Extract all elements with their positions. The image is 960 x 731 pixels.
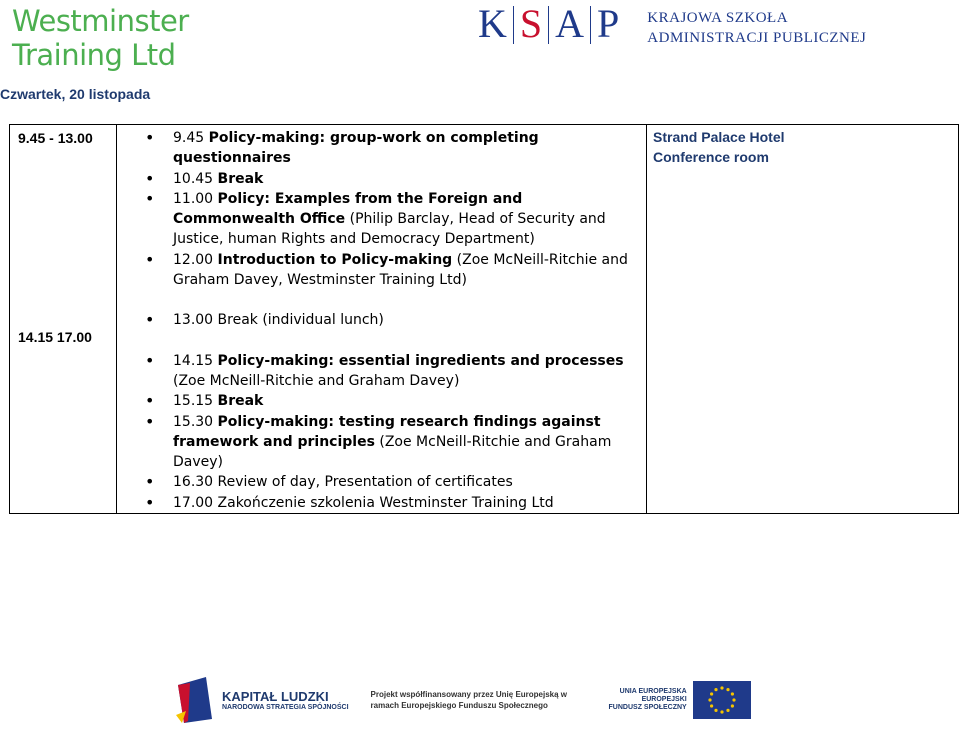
- table-row: [10, 125, 959, 514]
- list-item: • 11.00 Policy: Examples from the Foreign and Commonwealth Office (Philip Barclay, Head of Security and Justice, human Rights and Democracy Department): [117, 189, 646, 250]
- kl-subtitle: NARODOWA STRATEGIA SPÓJNOŚCI: [222, 704, 349, 711]
- location-line1: Strand Palace Hotel: [653, 129, 785, 145]
- list-item: • 14.15 Policy-making: essential ingredients and processes (Zoe McNeill-Ritchie and Graham Davey): [117, 351, 646, 392]
- eu-logo: [609, 681, 751, 719]
- eu-text: [609, 688, 687, 712]
- westminster-logo: [12, 4, 212, 72]
- project-line2: ramach Europejskiego Funduszu Społecznego: [370, 701, 548, 710]
- eu-line3: FUNDUSZ SPOŁECZNY: [608, 704, 687, 711]
- schedule-table: [9, 124, 959, 514]
- list-item: • 9.45 Policy-making: group-work on completing questionnaires: [117, 128, 646, 169]
- ksap-letter-k: K: [478, 1, 507, 46]
- time-column: [10, 125, 116, 518]
- eu-line1: UNIA EUROPEJSKA: [619, 688, 687, 695]
- kapital-ludzki-icon: [176, 675, 214, 725]
- location-line2: Conference room: [653, 149, 769, 165]
- ksap-letter-p: P: [597, 1, 620, 46]
- agenda-list: [117, 125, 646, 513]
- logo-line1: Westminster: [12, 4, 189, 38]
- agenda-cell: [117, 125, 647, 514]
- list-item: • 12.00 Introduction to Policy-making (Zoe McNeill-Ritchie and Graham Davey, Westminster Training Ltd): [117, 250, 646, 291]
- location: [647, 125, 958, 167]
- list-item: • 15.30 Policy-making: testing research findings against framework and principles (Zoe McNeill-Ritchie and Graham Davey): [117, 412, 646, 473]
- kl-title: KAPITAŁ LUDZKI: [222, 689, 329, 704]
- list-item: • 17.00 Zakończenie szkolenia Westminster Training Ltd: [117, 493, 646, 513]
- eu-flag-icon: [693, 681, 751, 719]
- list-item: • 13.00 Break (individual lunch): [117, 310, 646, 330]
- list-item: • 16.30 Review of day, Presentation of certificates: [117, 472, 646, 492]
- ksap-letter-s: S: [519, 1, 543, 46]
- day-heading: Czwartek, 20 listopada: [0, 86, 151, 102]
- project-line1: Projekt współfinansowany przez Unię Europejską w: [370, 690, 568, 699]
- ksap-name-line1: KRAJOWA SZKOŁA: [647, 10, 789, 26]
- ksap-name: [647, 8, 866, 48]
- afternoon-time: 14.15 17.00: [18, 329, 92, 345]
- list-item: • 10.45 Break: [117, 169, 646, 189]
- list-item: • 15.15 Break: [117, 391, 646, 411]
- location-cell: [647, 125, 959, 514]
- eu-line2: EUROPEJSKI: [641, 696, 687, 703]
- footer-logos: [176, 675, 751, 725]
- project-note: [371, 689, 601, 711]
- morning-time: 9.45 - 13.00: [18, 130, 93, 146]
- ksap-name-line2: ADMINISTRACJI PUBLICZNEJ: [647, 30, 867, 46]
- time-cell: [10, 125, 117, 514]
- ksap-logo: [472, 2, 866, 48]
- ksap-letters: [472, 2, 625, 48]
- kapital-ludzki-text: [222, 689, 349, 711]
- ksap-letter-a: A: [555, 1, 585, 46]
- logo-line2: Training Ltd: [12, 38, 176, 72]
